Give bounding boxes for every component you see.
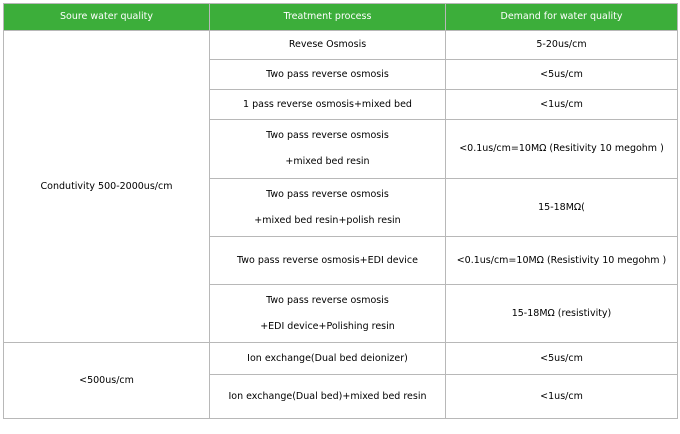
demand-cell: <1us/cm	[446, 90, 678, 120]
header-source-water-quality: Soure water quality	[4, 4, 210, 31]
process-cell: Ion exchange(Dual bed deionizer)	[210, 343, 446, 375]
process-cell	[210, 120, 446, 179]
process-cell: Revese Osmosis	[210, 31, 446, 60]
demand-cell: <0.1us/cm=10MΩ (Resitivity 10 megohm )	[446, 120, 678, 179]
water-quality-table-container	[3, 3, 678, 419]
demand-cell: 5-20us/cm	[446, 31, 678, 60]
process-line: +mixed bed resin+polish resin	[254, 214, 401, 226]
source-cell-low-conductivity: <500us/cm	[4, 343, 210, 419]
process-line: Two pass reverse osmosis	[266, 188, 389, 200]
demand-cell: <1us/cm	[446, 375, 678, 419]
table-row	[4, 343, 678, 375]
process-cell: Ion exchange(Dual bed)+mixed bed resin	[210, 375, 446, 419]
process-cell: Two pass reverse osmosis+EDI device	[210, 237, 446, 285]
demand-cell: 15-18MΩ (resistivity)	[446, 285, 678, 343]
process-line: Two pass reverse osmosis	[266, 294, 389, 306]
header-row	[4, 4, 678, 31]
demand-cell: <0.1us/cm=10MΩ (Resistivity 10 megohm )	[446, 237, 678, 285]
process-cell: 1 pass reverse osmosis+mixed bed	[210, 90, 446, 120]
header-demand-water-quality: Demand for water quality	[446, 4, 678, 31]
process-cell: Two pass reverse osmosis	[210, 60, 446, 90]
process-line: +mixed bed resin	[285, 156, 370, 167]
water-quality-table	[3, 3, 678, 419]
demand-cell: <5us/cm	[446, 343, 678, 375]
demand-cell: <5us/cm	[446, 60, 678, 90]
process-line: +EDI device+Polishing resin	[260, 320, 395, 332]
process-cell	[210, 179, 446, 237]
demand-cell: 15-18MΩ(	[446, 179, 678, 237]
source-cell-conductivity: Condutivity 500-2000us/cm	[4, 31, 210, 343]
header-treatment-process: Treatment process	[210, 4, 446, 31]
process-cell	[210, 285, 446, 343]
table-row	[4, 31, 678, 60]
process-line: Two pass reverse osmosis	[266, 130, 389, 141]
